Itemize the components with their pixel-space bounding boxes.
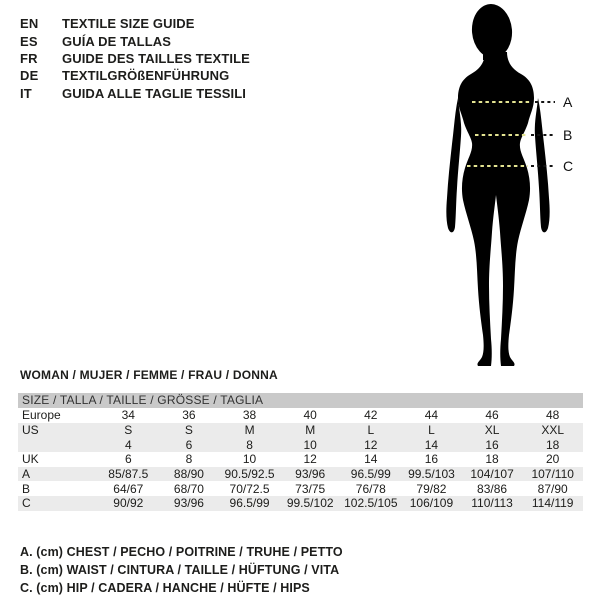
- row-label: UK: [22, 452, 39, 467]
- size-cell: 76/78: [355, 481, 386, 496]
- section-title: WOMAN / MUJER / FEMME / FRAU / DONNA: [20, 368, 278, 382]
- size-cell: 106/109: [409, 496, 454, 511]
- size-cell: 6: [124, 452, 132, 467]
- size-cell: 88/90: [173, 467, 204, 482]
- row-label: C: [22, 496, 31, 511]
- size-cell: 107/110: [531, 467, 574, 482]
- size-cell: 102.5/105: [344, 496, 398, 511]
- table-header: SIZE / TALLA / TAILLE / GRÖSSE / TAGLIA: [18, 393, 583, 408]
- size-cell: 48: [546, 408, 560, 423]
- size-cell: 90/92: [113, 496, 144, 511]
- marker-label-hip: C: [563, 158, 574, 174]
- table-row: [18, 481, 583, 496]
- legend-line: A. (cm) CHEST / PECHO / POITRINE / TRUHE / PETTO: [20, 545, 343, 559]
- table-row: [18, 452, 583, 467]
- language-code: EN: [20, 16, 39, 32]
- language-label: TEXTILE SIZE GUIDE: [62, 16, 195, 32]
- language-label: TEXTILGRÖßENFÜHRUNG: [62, 68, 230, 84]
- legend-line: B. (cm) WAIST / CINTURA / TAILLE / HÜFTUNG / VITA: [20, 563, 340, 578]
- table-rows: [18, 408, 583, 511]
- size-cell: 10: [303, 437, 317, 452]
- silhouette-shape: [446, 2, 549, 366]
- row-label: A: [22, 467, 31, 482]
- language-row: [20, 32, 250, 49]
- measurement-figure: [425, 0, 590, 372]
- size-cell: 93/96: [295, 467, 326, 482]
- language-row: [20, 50, 250, 67]
- size-cell: 93/96: [173, 496, 204, 511]
- woman-silhouette-icon: [425, 0, 565, 372]
- size-cell: 12: [303, 452, 317, 467]
- size-cell: 8: [185, 452, 193, 467]
- size-cell: 99.5/102: [286, 496, 334, 511]
- table-row: [18, 496, 583, 511]
- size-cell: 12: [364, 437, 378, 452]
- size-cell: XL: [484, 423, 500, 438]
- language-label: GUIDA ALLE TAGLIE TESSILI: [62, 85, 247, 101]
- size-cell: 4: [124, 437, 132, 452]
- row-label: B: [22, 481, 31, 496]
- size-cell: 87/90: [537, 481, 568, 496]
- language-code: DE: [20, 68, 39, 84]
- size-cell: 34: [121, 408, 135, 423]
- size-cell: 18: [546, 437, 560, 452]
- size-cell: 85/87.5: [108, 467, 149, 482]
- size-cell: 79/82: [416, 481, 447, 496]
- size-cell: 96.5/99: [350, 467, 391, 482]
- size-cell: S: [124, 423, 133, 438]
- table-row: [18, 408, 583, 423]
- size-cell: 42: [364, 408, 378, 423]
- size-cell: 6: [185, 437, 193, 452]
- size-cell: 64/67: [113, 481, 144, 496]
- size-cell: 38: [242, 408, 257, 423]
- size-table: [18, 393, 583, 511]
- size-cell: L: [428, 423, 435, 438]
- size-cell: M: [244, 423, 255, 438]
- size-cell: 10: [242, 452, 257, 467]
- language-list: [20, 15, 250, 102]
- table-row: [18, 467, 583, 482]
- table-row: [18, 423, 583, 438]
- size-cell: 14: [364, 452, 378, 467]
- language-row: [20, 15, 250, 32]
- size-cell: M: [305, 423, 316, 438]
- size-cell: 104/107: [470, 467, 514, 482]
- size-cell: 73/75: [295, 481, 326, 496]
- size-cell: 46: [485, 408, 499, 423]
- size-cell: 8: [246, 437, 253, 452]
- size-cell: 114/119: [531, 496, 574, 511]
- language-row: [20, 85, 250, 102]
- language-label: GUÍA DE TALLAS: [62, 33, 172, 49]
- size-cell: 18: [485, 452, 499, 467]
- size-cell: S: [184, 423, 193, 438]
- size-cell: L: [367, 423, 375, 438]
- size-cell: 16: [424, 452, 439, 467]
- marker-label-waist: B: [563, 127, 573, 143]
- legend-line: C. (cm) HIP / CADERA / HANCHE / HÜFTE / HIPS: [20, 581, 310, 596]
- measurement-legend: [20, 543, 343, 598]
- size-cell: 96.5/99: [229, 496, 270, 511]
- size-cell: 16: [485, 437, 499, 452]
- language-code: FR: [20, 50, 38, 66]
- table-row: [18, 437, 583, 452]
- size-cell: 90.5/92.5: [224, 467, 275, 482]
- size-cell: 110/113: [471, 496, 513, 511]
- language-row: [20, 67, 250, 84]
- size-cell: 70/72.5: [229, 481, 270, 496]
- size-cell: 36: [182, 408, 196, 423]
- marker-label-chest: A: [563, 94, 573, 110]
- size-cell: 40: [303, 408, 317, 423]
- row-label: Europe: [22, 408, 61, 423]
- language-label: GUIDE DES TAILLES TEXTILE: [62, 50, 250, 66]
- size-cell: 14: [424, 437, 439, 452]
- size-cell: 83/86: [477, 481, 508, 496]
- size-cell: 44: [424, 408, 439, 423]
- size-cell: 20: [546, 452, 560, 467]
- size-cell: XXL: [541, 423, 565, 438]
- size-cell: 99.5/103: [408, 467, 455, 482]
- row-label: US: [22, 423, 39, 438]
- language-code: ES: [20, 33, 38, 49]
- size-cell: 68/70: [173, 481, 204, 496]
- language-code: IT: [20, 85, 32, 101]
